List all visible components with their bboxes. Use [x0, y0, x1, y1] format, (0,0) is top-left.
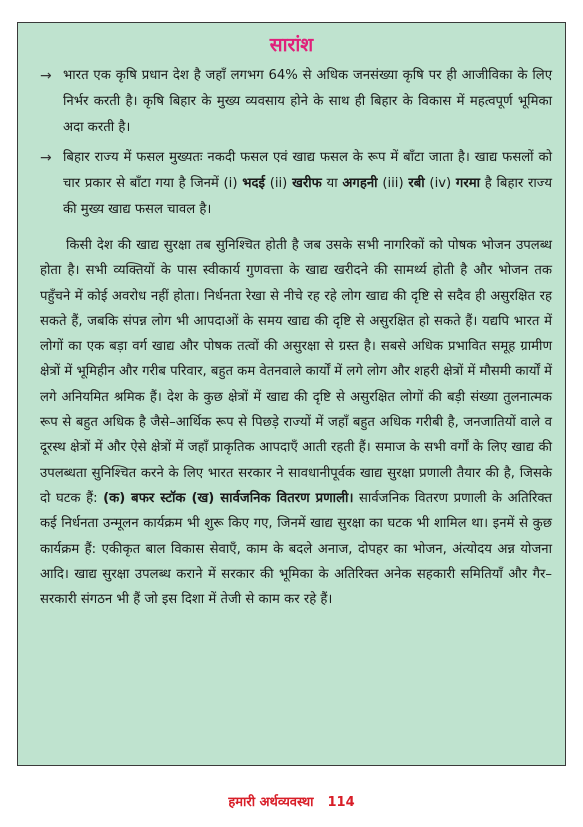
- arrow-icon: →: [40, 150, 52, 166]
- bullet-item: [40, 63, 552, 141]
- book-title: हमारी अर्थव्यवस्था: [228, 795, 314, 810]
- crop-rabi: रबी: [408, 176, 425, 191]
- summary-box: [17, 22, 566, 766]
- page-footer: [0, 792, 583, 810]
- body-paragraph: [40, 233, 552, 612]
- paragraph-text: सार्वजनिक वितरण प्रणाली के अतिरिक्त कई निर्धनता उन्मूलन कार्यक्रम भी शुरू किए गए, जिनमें खाद्य सुरक्षा का घटक भी शामिल था। इनमें से कुछ कार्यक्रम हैं: एकीकृत बाल विकास सेवाएँ, काम के बदले अनाज, दोपहर का भोजन, अंत्योदय अन्न योजना आदि। खाद्य सुरक्षा उपलब्ध कराने में सरकार की भूमिका के अतिरिक्त अनेक सहकारी समितियाँ और गैर–सरकारी संगठन भी हैं जो इस दिशा में तेजी से काम कर रहे हैं।: [40, 490, 552, 608]
- text-segment: बिहार राज्य में फसल मुख्यतः नकदी फसल एवं खाद्य फसल के रूप में बाँटा जाता है। खाद्य फसलों को चार प्रकार से बाँटा गया है जिनमें (i): [63, 150, 552, 191]
- crop-aghani: अगहनी: [342, 176, 378, 191]
- bullet-item: [40, 145, 552, 223]
- bullet-text: [63, 145, 552, 223]
- summary-title: सारांश: [269, 34, 314, 56]
- page-number: 114: [327, 795, 355, 810]
- text-segment: (iv): [424, 176, 456, 191]
- bullet-text: भारत एक कृषि प्रधान देश है जहाँ लगभग 64% से अधिक जनसंख्या कृषि पर ही आजीविका के लिए निर्भर करती है। कृषि बिहार के मुख्य व्यवसाय होने के साथ ही बिहार के विकास में महत्वपूर्ण भूमिका अदा करती है।: [63, 68, 552, 135]
- text-segment: या: [321, 176, 343, 191]
- paragraph-text: किसी देश की खाद्य सुरक्षा तब सुनिश्चित होती है जब उसके सभी नागरिकों को पोषक भोजन उपलब्ध होता है। सभी व्यक्तियों के पास स्वीकार्य गुणवत्ता के खाद्य खरीदने की सामर्थ्य होती है और भोजन तक पहुँचने में कोई अवरोध नहीं होता। निर्धनता रेखा से नीचे रह रहे लोग खाद्य की दृष्टि से सदैव ही असुरक्षित रह सकते हैं, जबकि संपन्न लोग भी आपदाओं के समय खाद्य की दृष्टि से असुरक्षित हो सकते हैं। यद्यपि भारत में लोगों का एक बड़ा वर्ग खाद्य और पोषक तत्वों की असुरक्षा से ग्रस्त है। सबसे अधिक प्रभावित समूह ग्रामीण क्षेत्रों में भूमिहीन और गरीब परिवार, बहुत कम वेतनवाले कार्यों में लगे लोग और शहरी क्षेत्रों में मौसमी कार्यों में लगे अनियमित श्रमिक हैं। देश के कुछ क्षेत्रों में खाद्य की दृष्टि से असुरक्षित लोगों की बड़ी संख्या तुलनात्मक रूप से बहुत अधिक है जैसे–आर्थिक रूप से पिछड़े राज्यों में जहाँ बहुत अधिक गरीबी है, जनजातियों वाले व दूरस्थ क्षेत्रों में और ऐसे क्षेत्रों में जहाँ प्राकृतिक आपदाएँ आती रहती हैं। समाज के सभी वर्गों के लिए खाद्य की उपलब्धता सुनिश्चित करने के लिए भारत सरकार ने सावधानीपूर्वक खाद्य सुरक्षा प्रणाली तैयार की है, जिसके दो घटक हैं:: [40, 238, 552, 506]
- text-segment: (iii): [377, 176, 409, 191]
- crop-kharif: खरीफ: [292, 176, 322, 191]
- text-segment: (ii): [264, 176, 293, 191]
- text-segment: है बिहार राज्य की मुख्य खाद्य फसल चावल है।: [63, 176, 552, 217]
- crop-bhadai: भदई: [242, 176, 265, 191]
- pds-components: (क) बफर स्टॉक (ख) सार्वजनिक वितरण प्रणाली।: [103, 490, 354, 506]
- crop-garma: गरमा: [455, 176, 481, 191]
- arrow-icon: →: [40, 68, 52, 84]
